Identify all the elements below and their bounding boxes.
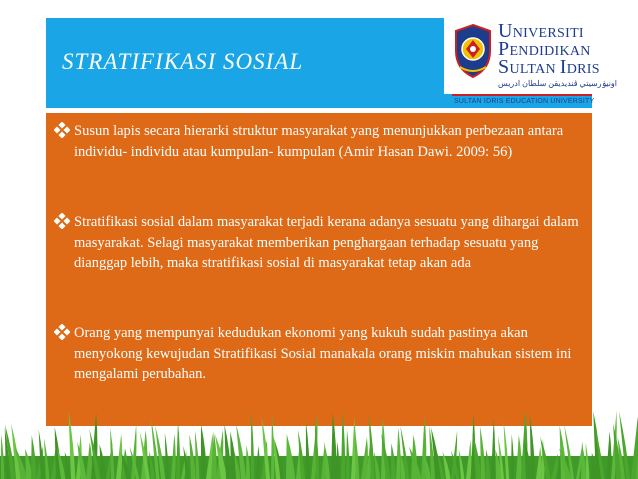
- bullet-text: Susun lapis secara hierarki struktur masyarakat yang menunjukkan perbezaan antara individu- individu atau kumpulan- kumpulan (Amir Hasan Dawi. 2009: 56): [74, 123, 564, 160]
- slide-title: STRATIFIKASI SOSIAL: [62, 49, 304, 74]
- bullet-text: Stratifikasi sosial dalam masyarakat terjadi kerana adanya sesuatu yang dihargai dalam masyarakat. Selagi masyarakat memberikan penghargaan terhadap sesuatu yang dianggap lebih, maka stratifikasi sosial di masyarakat tetap akan ada: [74, 214, 579, 271]
- bullet-text: Orang yang mempunyai kedudukan ekonomi yang kukuh sudah pastinya akan menyokong kewujudan Stratifikasi Sosial manakala orang miskin mahukan sistem ini mengalami perubahan.: [74, 325, 572, 382]
- bullet-point: [54, 323, 584, 385]
- diamond-bullet-icon: [54, 324, 70, 340]
- logo-line-2: PENDIDIKAN: [498, 38, 591, 60]
- logo-subtitle: SULTAN IDRIS EDUCATION UNIVERSITY: [454, 98, 595, 105]
- logo-line-3: SULTAN IDRIS: [498, 56, 600, 78]
- logo-jawi: اونيۏرسيتي ڤنديديقن سلطان ادريس: [498, 79, 618, 88]
- university-logo: [444, 18, 618, 105]
- bullet-point: [54, 121, 584, 162]
- bullet-point: [54, 212, 584, 274]
- content-panel: [46, 113, 592, 426]
- logo-line-1: UNIVERSITI: [498, 20, 584, 42]
- diamond-bullet-icon: [54, 122, 70, 138]
- university-crest-icon: [452, 23, 494, 79]
- grass-decoration: [0, 404, 638, 479]
- diamond-bullet-icon: [54, 213, 70, 229]
- logo-divider: [452, 94, 592, 96]
